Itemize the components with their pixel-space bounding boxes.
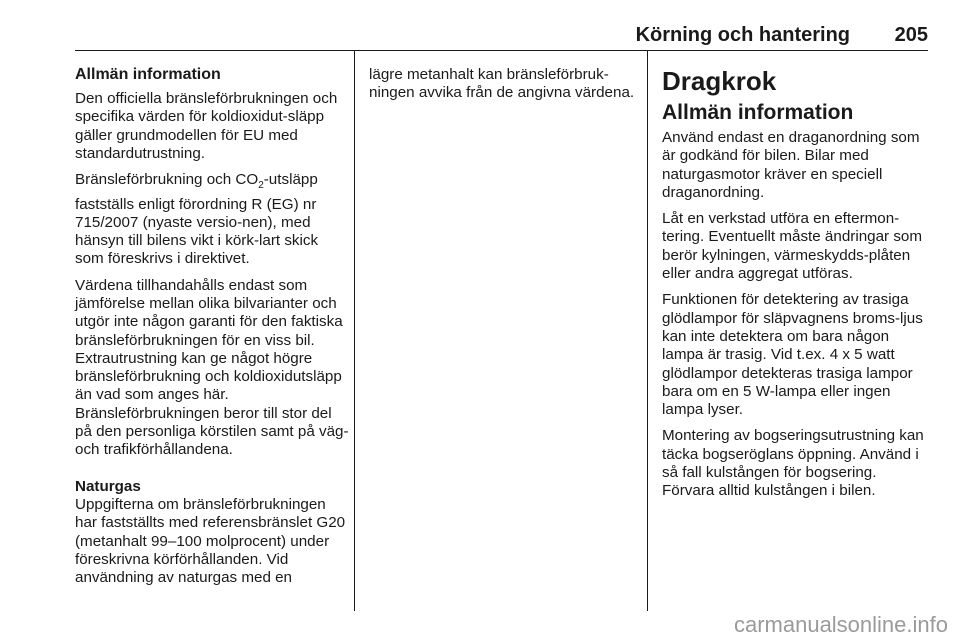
column-2 bbox=[369, 66, 639, 111]
watermark: carmanualsonline.info bbox=[733, 612, 948, 637]
paragraph: Den officiella bränsleförbrukningen och specifika värden för koldioxidut-släpp gäller grundmodellen för EU med standardutrustning. bbox=[75, 90, 338, 162]
co2-text-after: -utsläpp fastställs enligt förordning R (EG) nr 715/2007 (nyaste versio-nen), med hänsyn till bilens vikt i körk-lart skick som föreskrivs i direktivet. bbox=[75, 171, 319, 268]
page-number: 205 bbox=[894, 24, 928, 46]
paragraph: Värdena tillhandahålls endast som jämförelse mellan olika bilvarianter och utgör inte någon garanti för den faktiska bränsleförbrukningen för en viss bil. Extrautrustning kan ge något högre bränsleförbrukning och koldioxidutsläpp än vad som anges här. Bränsleförbrukningen beror till stor del på den personliga körstilen samt på väg- och trafikförhållandena. bbox=[75, 276, 349, 459]
column-1 bbox=[75, 66, 350, 595]
page-header bbox=[75, 24, 928, 48]
column-divider-2 bbox=[647, 51, 648, 611]
section-heading: Allmän information bbox=[662, 101, 854, 124]
column-divider-1 bbox=[354, 51, 355, 611]
section-title: Körning och hantering bbox=[635, 24, 850, 46]
paragraph: Uppgifterna om bränsleförbrukningen har fastställts med referensbränslet G20 (metanhalt 99–100 molprocent) under föreskrivna körförhållanden. Vid användning av naturgas med en bbox=[75, 495, 346, 587]
co2-text-before: Bränsleförbrukning och CO bbox=[75, 171, 259, 189]
subsection-heading: Naturgas bbox=[75, 477, 141, 495]
co2-subscript: 2 bbox=[258, 180, 264, 192]
paragraph: lägre metanhalt kan bränsleförbruk-ningen avvika från de angivna värdena. bbox=[369, 66, 635, 102]
chapter-title: Dragkrok bbox=[662, 66, 777, 96]
section-heading: Allmän information bbox=[75, 66, 221, 83]
paragraph-co2 bbox=[75, 171, 350, 269]
column-3 bbox=[662, 66, 928, 509]
paragraph: Låt en verkstad utföra en eftermon-tering. Eventuellt måste ändringar som berör kylningen, värmeskydds-plåten eller andra aggregat utföras. bbox=[662, 210, 923, 283]
paragraph: Funktionen för detektering av trasiga glödlampor för släpvagnens broms-ljus kan inte detektera om bara någon lampa är trasig. Vid t.ex. 4 x 5 watt glödlampor detekteras trasiga lampor bara om en 5 W-lampa eller ingen lampa lyser. bbox=[662, 291, 923, 419]
header-divider bbox=[75, 50, 928, 51]
paragraph: Använd endast en draganordning som är godkänd för bilen. Bilar med naturgasmotor kräver en speciell draganordning. bbox=[662, 129, 920, 201]
paragraph: Montering av bogseringsutrustning kan täcka bogseröglans öppning. Använd i så fall kulstången för bogsering. Förvara alltid kulstången i bilen. bbox=[662, 427, 924, 500]
